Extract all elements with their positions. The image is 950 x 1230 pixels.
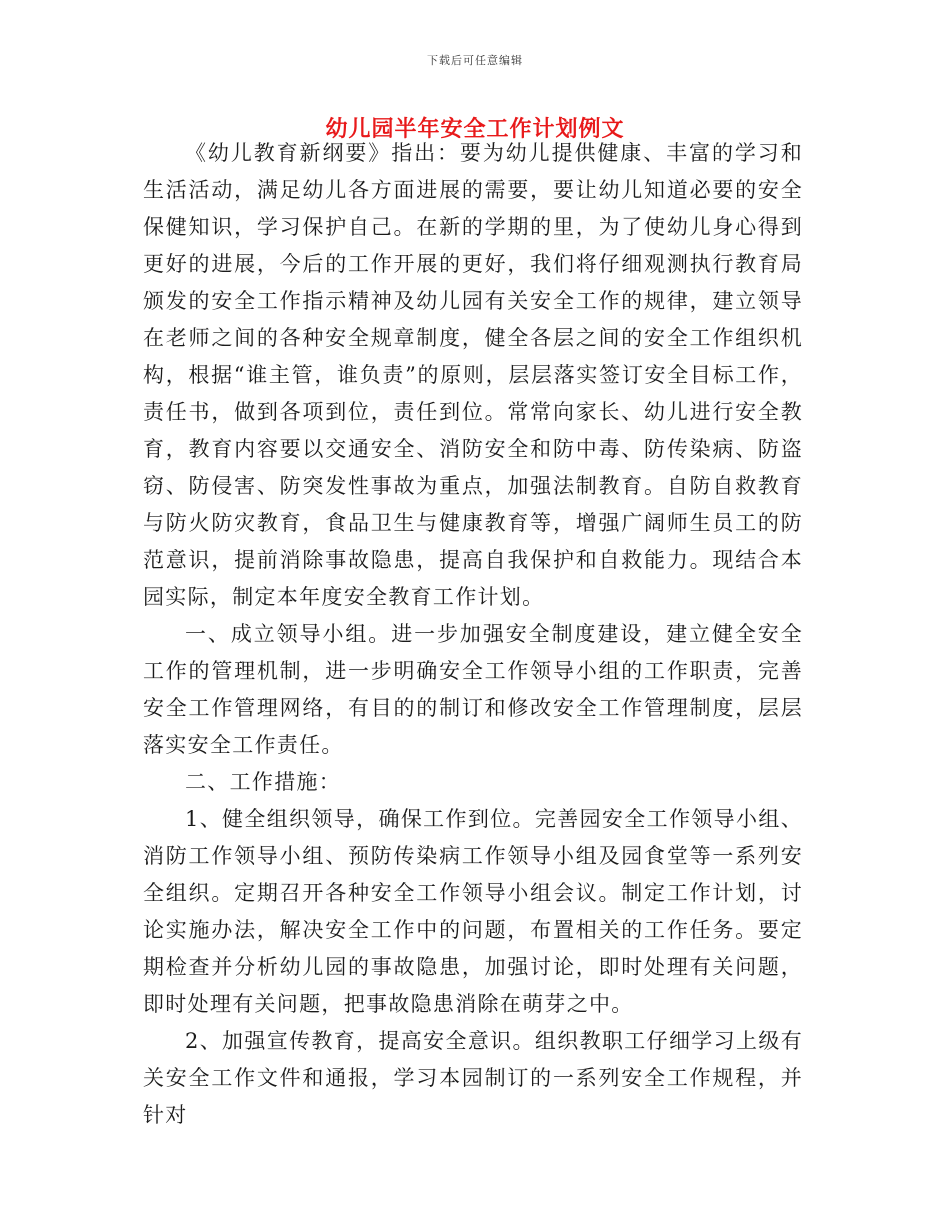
paragraph-measure-2: 2、加强宣传教育，提高安全意识。组织教职工仔细学习上级有关安全工作文件和通报，学习本园制订的一系列安全工作规程，并针对 [143, 1029, 803, 1127]
header-note: 下载后可任意编辑 [427, 54, 523, 67]
document-body [143, 135, 803, 1134]
document-title: 幼儿园半年安全工作计划例文 [325, 116, 625, 142]
paragraph-intro: 《幼儿教育新纲要》指出：要为幼儿提供健康、丰富的学习和生活活动，满足幼儿各方面进展的需要，要让幼儿知道必要的安全保健知识，学习保护自己。在新的学期的里，为了使幼儿身心得到更好的进展，今后的工作开展的更好，我们将仔细观测执行教育局颁发的安全工作指示精神及幼儿园有关安全工作的规律，建立领导在老师之间的各种安全规章制度，健全各层之间的安全工作组织机构，根据“谁主管，谁负责”的原则，层层落实签订安全目标工作，责任书，做到各项到位，责任到位。常常向家长、幼儿进行安全教育，教育内容要以交通安全、消防安全和防中毒、防传染病、防盗窃、防侵害、防突发性事故为重点，加强法制教育。自防自救教育与防火防灾教育，食品卫生与健康教育等，增强广阔师生员工的防范意识，提前消除事故隐患，提高自我保护和自救能力。现结合本园实际，制定本年度安全教育工作计划。 [143, 141, 803, 609]
paragraph-section-2-heading: 二、工作措施： [185, 770, 342, 794]
paragraph-section-1: 一、成立领导小组。进一步加强安全制度建设，建立健全安全工作的管理机制，进一步明确安全工作领导小组的工作职责，完善安全工作管理网络，有目的的制订和修改安全工作管理制度，层层落实安全工作责任。 [143, 622, 803, 757]
paragraph-measure-1: 1、健全组织领导，确保工作到位。完善园安全工作领导小组、消防工作领导小组、预防传染病工作领导小组及园食堂等一系列安全组织。定期召开各种安全工作领导小组会议。制定工作计划，讨论实施办法，解决安全工作中的问题，布置相关的工作任务。要定期检查并分析幼儿园的事故隐患，加强讨论，即时处理有关问题，即时处理有关问题，把事故隐患消除在萌芽之中。 [143, 807, 803, 1016]
